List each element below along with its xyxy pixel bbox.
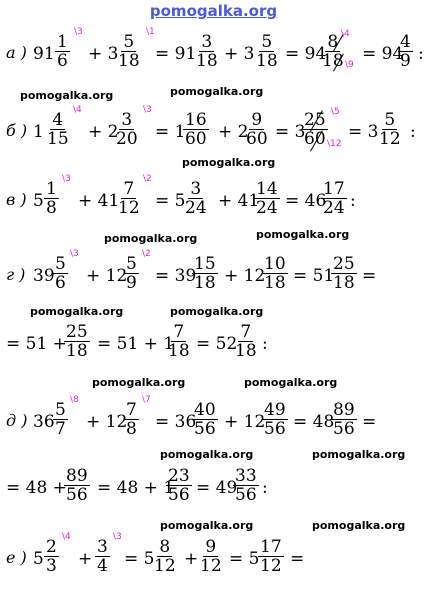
operator: + 12 [224,266,266,286]
site-header-link[interactable]: pomogalka.org [149,2,278,20]
multiplier: \2 [143,174,152,184]
label-a: а ) [6,43,27,62]
operator: + 41 [78,191,120,211]
equals: = 5 [124,549,155,569]
fraction: $\frac{14}{24}$ [256,179,278,218]
watermark: pomogalka.org [160,519,254,532]
fraction: $\frac{5}{18}$ [256,32,278,71]
equals: = 3 [275,122,306,142]
punct: : [410,122,416,142]
operator: + 41 [218,191,260,211]
fraction: $\frac{25}{60}$ [304,110,326,149]
equals: = 48 [293,412,335,432]
whole: 91 [33,44,55,64]
fraction: $\frac{5}{18}$ [118,32,140,71]
punct: = [362,266,377,286]
whole: 5 [33,191,44,211]
watermark: pomogalka.org [104,232,198,245]
fraction: $\frac{17}{24}$ [323,179,345,218]
watermark: pomogalka.org [160,448,254,461]
equals: = 52 [196,334,238,354]
multiplier: \3 [70,249,79,259]
fraction: $\frac{3}{18}$ [196,32,218,71]
label-v: в ) [6,190,27,209]
equals: = 94 [362,44,404,64]
equals: = 36 [155,412,197,432]
fraction: $\frac{3}{24}$ [185,179,207,218]
fraction: $\frac{5}{7}$ [55,400,66,439]
whole: 5 [33,549,44,569]
fraction: $\frac{10}{18}$ [264,254,286,293]
multiplier: \4 [341,29,350,39]
multiplier: \3 [143,105,152,115]
equals: = 51 [293,266,335,286]
equals: = 39 [155,266,197,286]
fraction: $\frac{8}{12}$ [154,537,176,576]
fraction: $\frac{49}{56}$ [264,400,286,439]
operator: + 12 [86,266,128,286]
equals: = 51 + [6,334,67,354]
fraction: $\frac{7}{12}$ [118,179,140,218]
multiplier: \2 [142,249,151,259]
punct: = [362,412,377,432]
fraction: $\frac{4}{9}$ [400,32,411,71]
watermark: pomogalka.org [170,85,264,98]
whole: 1 [33,122,44,142]
multiplier: \5 [331,107,340,117]
equals: = 5 [229,549,260,569]
watermark: pomogalka.org [182,156,276,169]
operator: + 3 [88,44,119,64]
fraction: $\frac{89}{56}$ [66,466,88,505]
multiplier: \4 [62,532,71,542]
label-d: д ) [6,411,28,430]
punct: : [262,334,268,354]
fraction: $\frac{2}{3}$ [46,537,57,576]
fraction: $\frac{7}{18}$ [168,322,190,361]
punct: : [262,478,268,498]
label-g: г ) [6,265,26,284]
fraction: $\frac{40}{56}$ [194,400,216,439]
fraction: $\frac{3}{20}$ [116,110,138,149]
multiplier: \3 [74,27,83,37]
fraction: $\frac{25}{18}$ [333,254,355,293]
fraction: $\frac{5}{9}$ [126,254,137,293]
label-e: е ) [6,548,27,567]
operator: + 2 [218,122,249,142]
fraction: $\frac{1}{8}$ [46,179,57,218]
punct: = [290,549,305,569]
fraction: $\frac{25}{18}$ [66,322,88,361]
equals: = 5 [155,191,186,211]
operator: + 2 [88,122,119,142]
equals: = 91 [155,44,197,64]
fraction: $\frac{89}{56}$ [333,400,355,439]
equals: = 94 [285,44,327,64]
fraction: $\frac{9}{12}$ [200,537,222,576]
whole: 36 [33,412,55,432]
equals: = 51 + 1 [97,334,175,354]
equals: = 1 [155,122,186,142]
fraction: $\frac{3}{4}$ [97,537,108,576]
punct: : [350,191,356,211]
watermark: pomogalka.org [244,376,338,389]
multiplier: \3 [113,532,122,542]
watermark: pomogalka.org [312,519,406,532]
operator: + [78,549,93,569]
operator: + 12 [86,412,128,432]
fraction: $\frac{7}{18}$ [235,322,257,361]
equals: = 49 [196,478,238,498]
multiplier: \4 [73,105,82,115]
fraction: $\frac{33}{56}$ [235,466,257,505]
operator: + 3 [224,44,255,64]
equals: = 48 + [6,478,67,498]
fraction: $\frac{4}{15}$ [47,110,69,149]
watermark: pomogalka.org [312,448,406,461]
fraction: $\frac{16}{60}$ [185,110,207,149]
fraction: $\frac{1}{6}$ [57,32,68,71]
watermark: pomogalka.org [170,305,264,318]
multiplier: \12 [327,139,342,149]
multiplier: \8 [70,395,79,405]
multiplier: \9 [345,60,354,70]
multiplier: \7 [142,395,151,405]
fraction: $\frac{23}{56}$ [168,466,190,505]
fraction: $\frac{5}{6}$ [55,254,66,293]
whole: 39 [33,266,55,286]
fraction: $\frac{17}{12}$ [260,537,282,576]
equals: = 46 [285,191,327,211]
label-b: б ) [6,121,28,140]
watermark: pomogalka.org [92,376,186,389]
fraction: $\frac{15}{18}$ [194,254,216,293]
multiplier: \3 [62,174,71,184]
watermark: pomogalka.org [20,89,114,102]
fraction: $\frac{9}{60}$ [246,110,268,149]
fraction: $\frac{7}{8}$ [126,400,137,439]
watermark: pomogalka.org [256,228,350,241]
equals: = 3 [348,122,379,142]
watermark: pomogalka.org [30,305,124,318]
multiplier: \1 [146,27,155,37]
fraction: $\frac{5}{12}$ [379,110,401,149]
operator: + 12 [224,412,266,432]
punct: : [418,44,424,64]
fraction: $\frac{8}{18}$ [322,32,344,71]
operator: + [184,549,199,569]
equals: = 48 + 1 [97,478,175,498]
